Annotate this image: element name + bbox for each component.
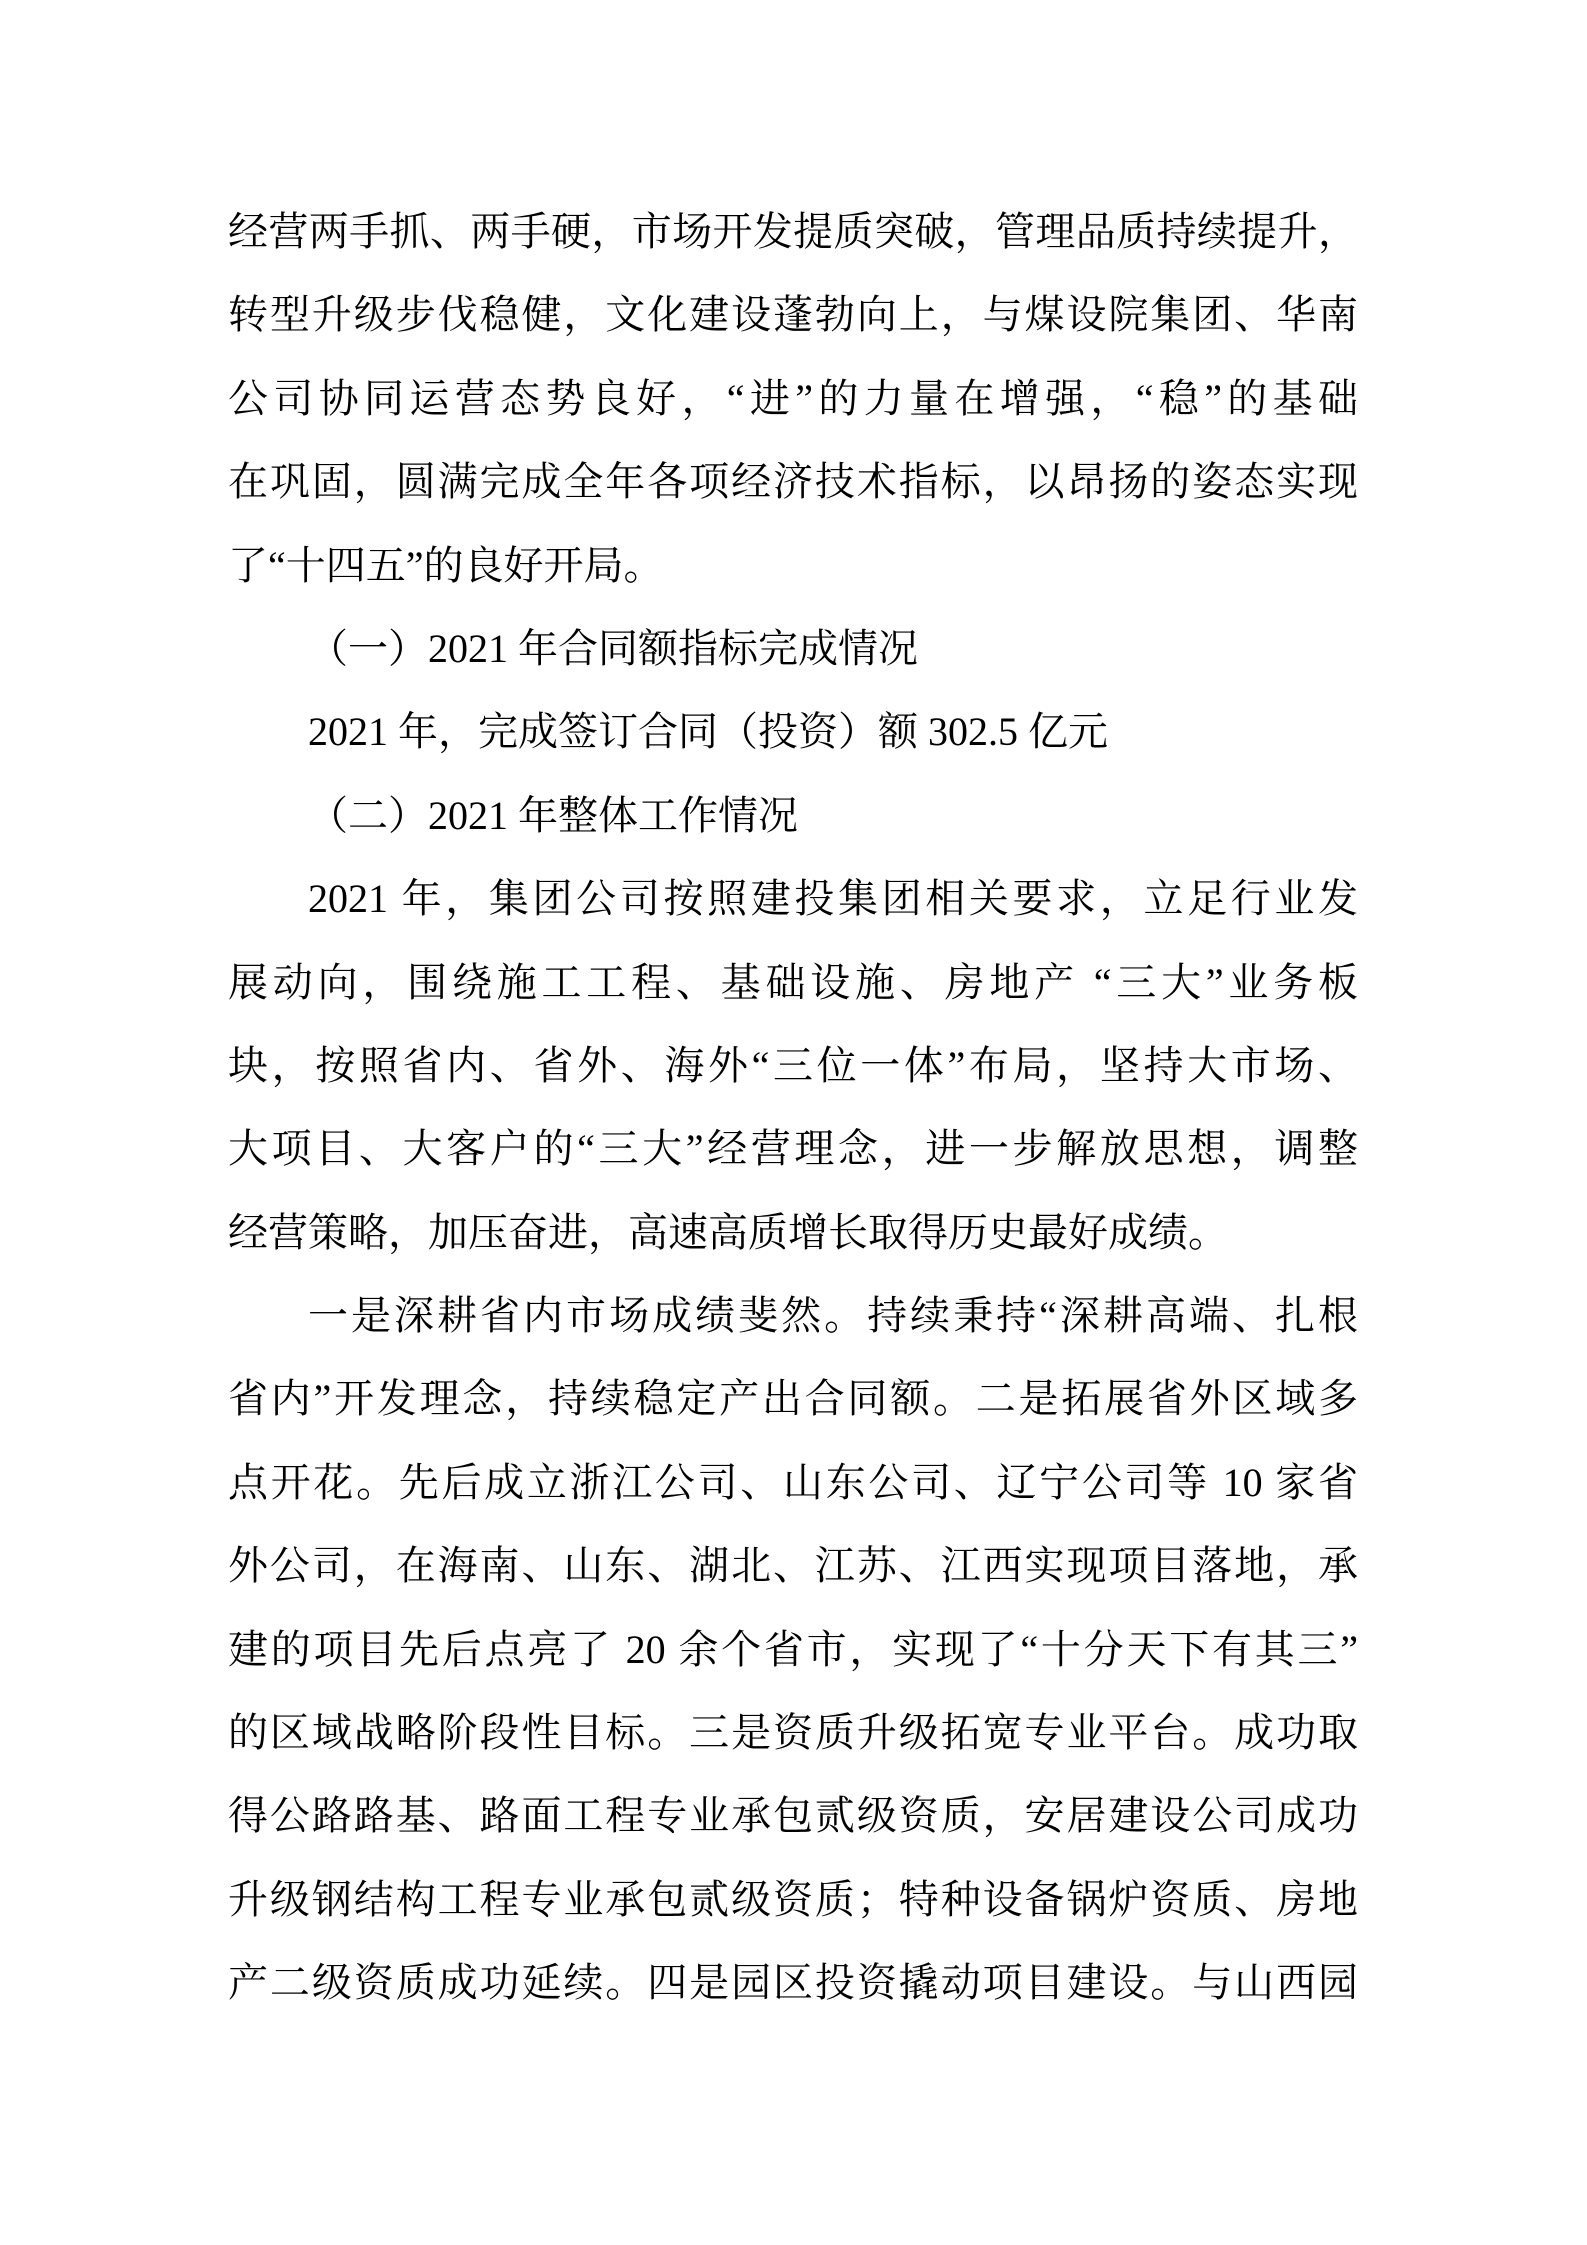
body-text-line: 省内”开发理念，持续稳定产出合同额。二是拓展省外区域多	[228, 1376, 1358, 1422]
body-text-line: 建的项目先后点亮了 20 余个省市，实现了“十分天下有其三”	[228, 1626, 1358, 1672]
body-text-line: 外公司，在海南、山东、湖北、江苏、江西实现项目落地，承	[228, 1543, 1358, 1589]
body-text-line: 转型升级步伐稳健，文化建设蓬勃向上，与煤设院集团、华南	[228, 292, 1358, 338]
body-text-line: 经营两手抓、两手硬，市场开发提质突破，管理品质持续提升，	[228, 209, 1358, 254]
body-text-line: 点开花。先后成立浙江公司、山东公司、辽宁公司等 10 家省	[228, 1459, 1358, 1505]
body-text-line: 一是深耕省内市场成绩斐然。持续秉持“深耕高端、扎根	[308, 1293, 1358, 1339]
body-text-line: 大项目、大客户的“三大”经营理念，进一步解放思想，调整	[228, 1126, 1358, 1172]
document-body	[228, 190, 1358, 2025]
body-text-line: 2021 年，集团公司按照建投集团相关要求，立足行业发	[308, 876, 1358, 922]
body-text-line: 在巩固，圆满完成全年各项经济技术指标，以昂扬的姿态实现	[228, 459, 1358, 505]
body-text-line: 2021 年，完成签订合同（投资）额 302.5 亿元	[308, 709, 1108, 755]
section-heading-line: （一）2021 年合同额指标完成情况	[308, 625, 918, 671]
body-text-line: 展动向，围绕施工工程、基础设施、房地产 “三大”业务板	[228, 959, 1358, 1005]
body-text-line: 产二级资质成功延续。四是园区投资撬动项目建设。与山西园	[228, 1960, 1358, 2006]
body-text-line: 公司协同运营态势良好，“进”的力量在增强，“稳”的基础	[228, 375, 1358, 421]
body-text-line: 块，按照省内、省外、海外“三位一体”布局，坚持大市场、	[228, 1042, 1358, 1088]
body-text-line: 得公路路基、路面工程专业承包贰级资质，安居建设公司成功	[228, 1793, 1358, 1839]
body-text-line: 的区域战略阶段性目标。三是资质升级拓宽专业平台。成功取	[228, 1710, 1358, 1756]
body-text-line: 升级钢结构工程专业承包贰级资质；特种设备锅炉资质、房地	[228, 1876, 1358, 1922]
body-text-line: 了“十四五”的良好开局。	[228, 542, 664, 588]
body-text-line: 经营策略，加压奋进，高速高质增长取得历史最好成绩。	[228, 1209, 1228, 1255]
section-heading-line: （二）2021 年整体工作情况	[308, 792, 798, 838]
